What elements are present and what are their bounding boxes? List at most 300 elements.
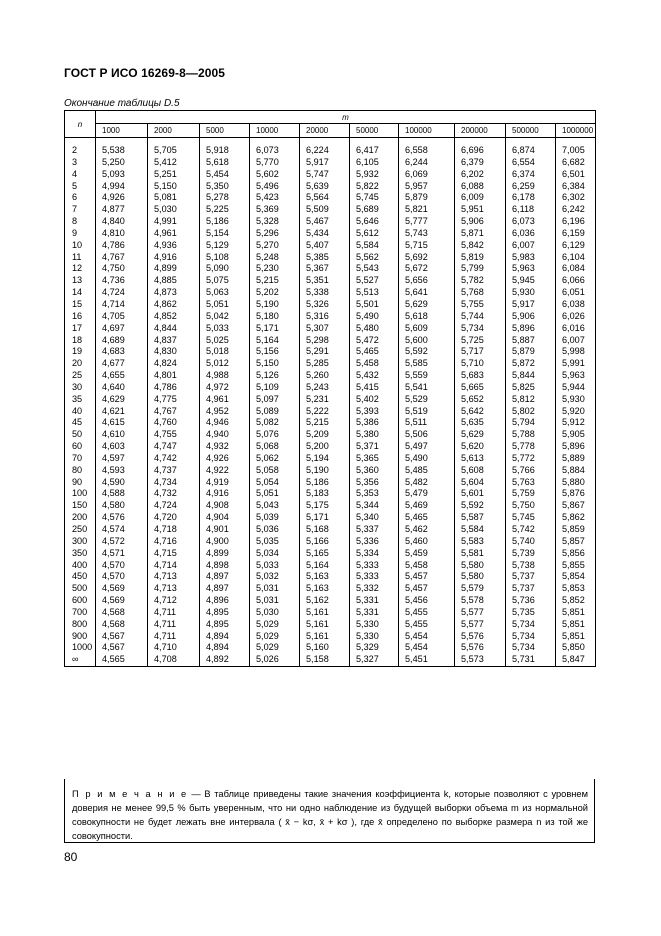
table-cell: 5,393 — [350, 406, 399, 418]
table-cell: 5,819 — [455, 252, 506, 264]
row-n-cell: 25 — [65, 370, 96, 382]
table-cell: 4,689 — [96, 335, 148, 347]
row-n-cell: 19 — [65, 346, 96, 358]
table-row — [65, 429, 596, 441]
table-cell: 5,612 — [350, 228, 399, 240]
table-cell: 5,171 — [250, 323, 300, 335]
table-cell: 5,222 — [300, 406, 350, 418]
table-cell: 5,579 — [455, 583, 506, 595]
table-cell: 5,025 — [200, 335, 250, 347]
table-cell: 4,940 — [200, 429, 250, 441]
table-cell: 5,896 — [506, 323, 556, 335]
table-cell: 5,158 — [300, 654, 350, 666]
table-cell: 4,830 — [148, 346, 200, 358]
table-cell: 6,159 — [556, 228, 596, 240]
table-cell: 5,613 — [455, 453, 506, 465]
table-cell: 5,763 — [506, 477, 556, 489]
table-cell: 6,016 — [556, 323, 596, 335]
table-row — [65, 512, 596, 524]
table-cell: 5,365 — [350, 453, 399, 465]
table-cell: 5,344 — [350, 500, 399, 512]
table-cell: 5,351 — [300, 275, 350, 287]
table-cell: 5,330 — [350, 631, 399, 643]
table-cell: 5,166 — [300, 536, 350, 548]
table-cell: 5,457 — [399, 583, 455, 595]
table-cell: 5,161 — [300, 631, 350, 643]
table-cell: 5,458 — [399, 560, 455, 572]
row-n-cell: 300 — [65, 536, 96, 548]
table-cell: 4,715 — [148, 548, 200, 560]
table-cell: 5,705 — [148, 143, 200, 157]
table-cell: 4,919 — [200, 477, 250, 489]
table-cell: 5,747 — [300, 169, 350, 181]
table-cell: 5,109 — [250, 382, 300, 394]
table-row — [65, 477, 596, 489]
row-n-cell: 4 — [65, 169, 96, 181]
table-cell: 5,160 — [300, 642, 350, 654]
table-cell: 5,307 — [300, 323, 350, 335]
table-cell: 4,892 — [200, 654, 250, 666]
table-cell: 4,946 — [200, 417, 250, 429]
table-cell: 4,775 — [148, 394, 200, 406]
table-cell: 5,842 — [455, 240, 506, 252]
table-caption: Окончание таблицы D.5 — [64, 98, 180, 109]
table-cell: 4,718 — [148, 524, 200, 536]
table-cell: 5,587 — [455, 512, 506, 524]
table-cell: 5,291 — [300, 346, 350, 358]
table-cell: 5,618 — [399, 311, 455, 323]
m-value-header: 20000 — [300, 124, 350, 138]
table-cell: 4,896 — [200, 595, 250, 607]
table-cell: 5,076 — [250, 429, 300, 441]
table-cell: 4,588 — [96, 488, 148, 500]
table-cell: 4,572 — [96, 536, 148, 548]
table-cell: 5,402 — [350, 394, 399, 406]
table-cell: 5,646 — [350, 216, 399, 228]
table-row — [65, 441, 596, 453]
table-cell: 5,918 — [200, 143, 250, 157]
table-cell: 5,513 — [350, 287, 399, 299]
table-cell: 5,455 — [399, 607, 455, 619]
table-cell: 5,043 — [250, 500, 300, 512]
table-cell: 5,183 — [300, 488, 350, 500]
table-cell: 4,898 — [200, 560, 250, 572]
table-cell: 5,465 — [350, 346, 399, 358]
table-cell: 5,097 — [250, 394, 300, 406]
table-cell: 4,567 — [96, 642, 148, 654]
table-cell: 5,480 — [350, 323, 399, 335]
table-cell: 5,018 — [200, 346, 250, 358]
m-values-row — [65, 124, 596, 138]
table-cell: 5,412 — [148, 157, 200, 169]
table-cell: 5,371 — [350, 441, 399, 453]
table-cell: 5,734 — [455, 323, 506, 335]
table-cell: 5,248 — [250, 252, 300, 264]
table-cell: 5,156 — [250, 346, 300, 358]
table-row — [65, 216, 596, 228]
table-cell: 6,554 — [506, 157, 556, 169]
table-cell: 4,844 — [148, 323, 200, 335]
table-cell: 5,032 — [250, 571, 300, 583]
table-cell: 4,710 — [148, 642, 200, 654]
row-n-cell: 12 — [65, 263, 96, 275]
table-cell: 5,334 — [350, 548, 399, 560]
table-row — [65, 595, 596, 607]
table-cell: 5,689 — [350, 204, 399, 216]
table-cell: 4,810 — [96, 228, 148, 240]
table-cell: 5,998 — [556, 346, 596, 358]
table-cell: 5,250 — [96, 157, 148, 169]
table-cell: 5,847 — [556, 654, 596, 666]
table-row — [65, 642, 596, 654]
table-cell: 5,737 — [506, 583, 556, 595]
table-row — [65, 204, 596, 216]
table-cell: 5,608 — [455, 465, 506, 477]
table-row — [65, 453, 596, 465]
table-cell: 5,642 — [455, 406, 506, 418]
table-cell: 5,717 — [455, 346, 506, 358]
table-cell: 5,161 — [300, 619, 350, 631]
table-cell: 5,906 — [506, 311, 556, 323]
table-cell: 4,565 — [96, 654, 148, 666]
table-cell: 5,054 — [250, 477, 300, 489]
table-cell: 4,926 — [96, 192, 148, 204]
table-cell: 5,812 — [506, 394, 556, 406]
document-header: ГОСТ Р ИСО 16269-8—2005 — [64, 66, 226, 80]
table-row — [65, 299, 596, 311]
table-cell: 5,867 — [556, 500, 596, 512]
table-cell: 5,601 — [455, 488, 506, 500]
table-cell: 5,562 — [350, 252, 399, 264]
table-cell: 5,415 — [350, 382, 399, 394]
table-cell: 5,906 — [455, 216, 506, 228]
table-cell: 5,576 — [455, 631, 506, 643]
table-row — [65, 346, 596, 358]
table-cell: 5,538 — [96, 143, 148, 157]
table-cell: 5,509 — [300, 204, 350, 216]
table-cell: 5,490 — [399, 453, 455, 465]
table-cell: 5,033 — [250, 560, 300, 572]
table-cell: 5,051 — [250, 488, 300, 500]
table-cell: 4,837 — [148, 335, 200, 347]
row-n-cell: 1000 — [65, 642, 96, 654]
table-cell: 4,569 — [96, 595, 148, 607]
table-cell: 4,568 — [96, 619, 148, 631]
table-cell: 6,682 — [556, 157, 596, 169]
table-cell: 5,618 — [200, 157, 250, 169]
row-n-cell: 600 — [65, 595, 96, 607]
table-cell: 5,434 — [300, 228, 350, 240]
table-cell: 5,857 — [556, 536, 596, 548]
table-row — [65, 169, 596, 181]
table-cell: 4,597 — [96, 453, 148, 465]
table-cell: 5,423 — [250, 192, 300, 204]
table-cell: 4,760 — [148, 417, 200, 429]
table-cell: 5,983 — [506, 252, 556, 264]
row-n-cell: 16 — [65, 311, 96, 323]
table-row — [65, 157, 596, 169]
table-cell: 5,543 — [350, 263, 399, 275]
table-cell: 5,772 — [506, 453, 556, 465]
table-cell: 6,009 — [455, 192, 506, 204]
table-cell: 5,573 — [455, 654, 506, 666]
table-cell: 4,922 — [200, 465, 250, 477]
table-cell: 4,590 — [96, 477, 148, 489]
table-cell: 5,190 — [300, 465, 350, 477]
table-cell: 5,202 — [250, 287, 300, 299]
table-cell: 5,850 — [556, 642, 596, 654]
row-n-cell: ∞ — [65, 654, 96, 666]
row-n-cell: 15 — [65, 299, 96, 311]
table-cell: 6,036 — [506, 228, 556, 240]
table-cell: 5,527 — [350, 275, 399, 287]
table-cell: 5,496 — [250, 181, 300, 193]
table-cell: 5,564 — [300, 192, 350, 204]
table-cell: 5,051 — [200, 299, 250, 311]
table-cell: 4,713 — [148, 571, 200, 583]
table-row — [65, 370, 596, 382]
table-row — [65, 323, 596, 335]
table-cell: 5,725 — [455, 335, 506, 347]
table-cell: 4,713 — [148, 583, 200, 595]
table-cell: 5,029 — [250, 619, 300, 631]
table-cell: 6,202 — [455, 169, 506, 181]
table-cell: 4,593 — [96, 465, 148, 477]
table-cell: 5,337 — [350, 524, 399, 536]
table-cell: 6,007 — [506, 240, 556, 252]
row-n-cell: 10 — [65, 240, 96, 252]
table-cell: 5,175 — [300, 500, 350, 512]
table-row — [65, 192, 596, 204]
table-cell: 4,716 — [148, 536, 200, 548]
table-cell: 6,417 — [350, 143, 399, 157]
table-cell: 4,991 — [148, 216, 200, 228]
table-cell: 6,696 — [455, 143, 506, 157]
row-n-cell: 400 — [65, 560, 96, 572]
table-cell: 5,740 — [506, 536, 556, 548]
row-n-cell: 9 — [65, 228, 96, 240]
table-cell: 5,215 — [250, 275, 300, 287]
table-cell: 5,788 — [506, 429, 556, 441]
table-cell: 4,961 — [148, 228, 200, 240]
table-cell: 5,327 — [350, 654, 399, 666]
table-cell: 4,697 — [96, 323, 148, 335]
table-cell: 5,082 — [250, 417, 300, 429]
table-cell: 5,029 — [250, 631, 300, 643]
table-cell: 5,635 — [455, 417, 506, 429]
table-cell: 5,851 — [556, 607, 596, 619]
table-row — [65, 560, 596, 572]
table-cell: 5,744 — [455, 311, 506, 323]
page-number: 80 — [64, 850, 78, 864]
table-cell: 5,501 — [350, 299, 399, 311]
row-n-cell: 80 — [65, 465, 96, 477]
table-row — [65, 488, 596, 500]
table-cell: 5,583 — [455, 536, 506, 548]
table-cell: 5,165 — [300, 548, 350, 560]
table-cell: 5,031 — [250, 595, 300, 607]
table-cell: 5,715 — [399, 240, 455, 252]
table-cell: 5,285 — [300, 358, 350, 370]
row-n-cell: 900 — [65, 631, 96, 643]
table-row — [65, 548, 596, 560]
table-row — [65, 524, 596, 536]
table-cell: 4,894 — [200, 642, 250, 654]
table-cell: 5,039 — [250, 512, 300, 524]
table-cell: 5,737 — [506, 571, 556, 583]
table-cell: 4,610 — [96, 429, 148, 441]
row-n-cell: 800 — [65, 619, 96, 631]
table-cell: 6,038 — [556, 299, 596, 311]
table-cell: 5,580 — [455, 560, 506, 572]
table-cell: 4,712 — [148, 595, 200, 607]
table-cell: 5,794 — [506, 417, 556, 429]
table-cell: 4,708 — [148, 654, 200, 666]
row-n-cell: 17 — [65, 323, 96, 335]
table-cell: 5,592 — [399, 346, 455, 358]
table-cell: 5,844 — [506, 370, 556, 382]
table-cell: 5,030 — [148, 204, 200, 216]
table-cell: 6,066 — [556, 275, 596, 287]
table-cell: 4,852 — [148, 311, 200, 323]
table-cell: 4,714 — [96, 299, 148, 311]
table-cell: 4,655 — [96, 370, 148, 382]
table-cell: 4,904 — [200, 512, 250, 524]
table-cell: 4,786 — [96, 240, 148, 252]
table-cell: 5,035 — [250, 536, 300, 548]
table-cell: 5,012 — [200, 358, 250, 370]
table-cell: 5,876 — [556, 488, 596, 500]
table-cell: 5,963 — [506, 263, 556, 275]
table-cell: 4,567 — [96, 631, 148, 643]
table-cell: 5,278 — [200, 192, 250, 204]
table-cell: 4,972 — [200, 382, 250, 394]
table-cell: 5,759 — [506, 488, 556, 500]
table-cell: 5,932 — [350, 169, 399, 181]
table-cell: 5,822 — [350, 181, 399, 193]
table-cell: 5,782 — [455, 275, 506, 287]
table-cell: 4,908 — [200, 500, 250, 512]
table-row — [65, 465, 596, 477]
table-cell: 5,604 — [455, 477, 506, 489]
row-n-cell: 14 — [65, 287, 96, 299]
row-n-cell: 13 — [65, 275, 96, 287]
table-cell: 4,897 — [200, 583, 250, 595]
table-row — [65, 417, 596, 429]
table-cell: 4,683 — [96, 346, 148, 358]
table-cell: 5,380 — [350, 429, 399, 441]
table-cell: 4,571 — [96, 548, 148, 560]
table-cell: 5,710 — [455, 358, 506, 370]
table-cell: 5,580 — [455, 571, 506, 583]
table-cell: 4,926 — [200, 453, 250, 465]
table-cell: 4,711 — [148, 619, 200, 631]
table-cell: 5,930 — [556, 394, 596, 406]
table-cell: 4,570 — [96, 560, 148, 572]
table-cell: 5,209 — [300, 429, 350, 441]
table-cell: 5,190 — [250, 299, 300, 311]
table-cell: 4,734 — [148, 477, 200, 489]
table-cell: 5,559 — [399, 370, 455, 382]
table-cell: 5,457 — [399, 571, 455, 583]
table-cell: 5,075 — [200, 275, 250, 287]
table-row — [65, 631, 596, 643]
m-value-header: 500000 — [506, 124, 556, 138]
table-cell: 5,168 — [300, 524, 350, 536]
table-cell: 4,862 — [148, 299, 200, 311]
coefficient-table — [64, 110, 596, 667]
table-cell: 5,126 — [250, 370, 300, 382]
table-cell: 5,917 — [506, 299, 556, 311]
table-cell: 5,734 — [506, 642, 556, 654]
table-cell: 5,154 — [200, 228, 250, 240]
table-cell: 5,090 — [200, 263, 250, 275]
table-cell: 6,224 — [300, 143, 350, 157]
m-value-header: 10000 — [250, 124, 300, 138]
m-value-header: 200000 — [455, 124, 506, 138]
table-row — [65, 654, 596, 666]
table-row — [65, 571, 596, 583]
m-value-header: 100000 — [399, 124, 455, 138]
row-n-cell: 450 — [65, 571, 96, 583]
table-cell: 5,592 — [455, 500, 506, 512]
table-row — [65, 394, 596, 406]
table-cell: 4,747 — [148, 441, 200, 453]
row-n-cell: 60 — [65, 441, 96, 453]
table-cell: 6,073 — [250, 143, 300, 157]
table-cell: 5,529 — [399, 394, 455, 406]
table-row — [65, 607, 596, 619]
table-cell: 5,576 — [455, 642, 506, 654]
table-cell: 4,916 — [148, 252, 200, 264]
row-n-cell: 90 — [65, 477, 96, 489]
table-cell: 4,603 — [96, 441, 148, 453]
table-cell: 5,905 — [556, 429, 596, 441]
table-cell: 5,458 — [350, 358, 399, 370]
table-row — [65, 335, 596, 347]
table-cell: 5,340 — [350, 512, 399, 524]
table-cell: 5,602 — [250, 169, 300, 181]
table-cell: 5,298 — [300, 335, 350, 347]
table-cell: 5,577 — [455, 619, 506, 631]
table-cell: 5,225 — [200, 204, 250, 216]
table-row — [65, 583, 596, 595]
table-cell: 6,129 — [556, 240, 596, 252]
table-cell: 4,742 — [148, 453, 200, 465]
table-cell: 4,737 — [148, 465, 200, 477]
table-cell: 5,692 — [399, 252, 455, 264]
table-cell: 5,042 — [200, 311, 250, 323]
table-cell: 5,825 — [506, 382, 556, 394]
table-cell: 5,519 — [399, 406, 455, 418]
table-cell: 5,407 — [300, 240, 350, 252]
table-cell: 7,005 — [556, 143, 596, 157]
table-row — [65, 275, 596, 287]
table-cell: 5,451 — [399, 654, 455, 666]
m-value-header: 1000 — [96, 124, 148, 138]
row-n-cell: 250 — [65, 524, 96, 536]
row-n-cell: 6 — [65, 192, 96, 204]
table-cell: 5,930 — [506, 287, 556, 299]
row-n-cell: 40 — [65, 406, 96, 418]
table-cell: 5,672 — [399, 263, 455, 275]
row-n-cell: 45 — [65, 417, 96, 429]
table-cell: 5,872 — [506, 358, 556, 370]
table-cell: 5,578 — [455, 595, 506, 607]
table-cell: 5,735 — [506, 607, 556, 619]
table-cell: 4,873 — [148, 287, 200, 299]
row-n-cell: 8 — [65, 216, 96, 228]
